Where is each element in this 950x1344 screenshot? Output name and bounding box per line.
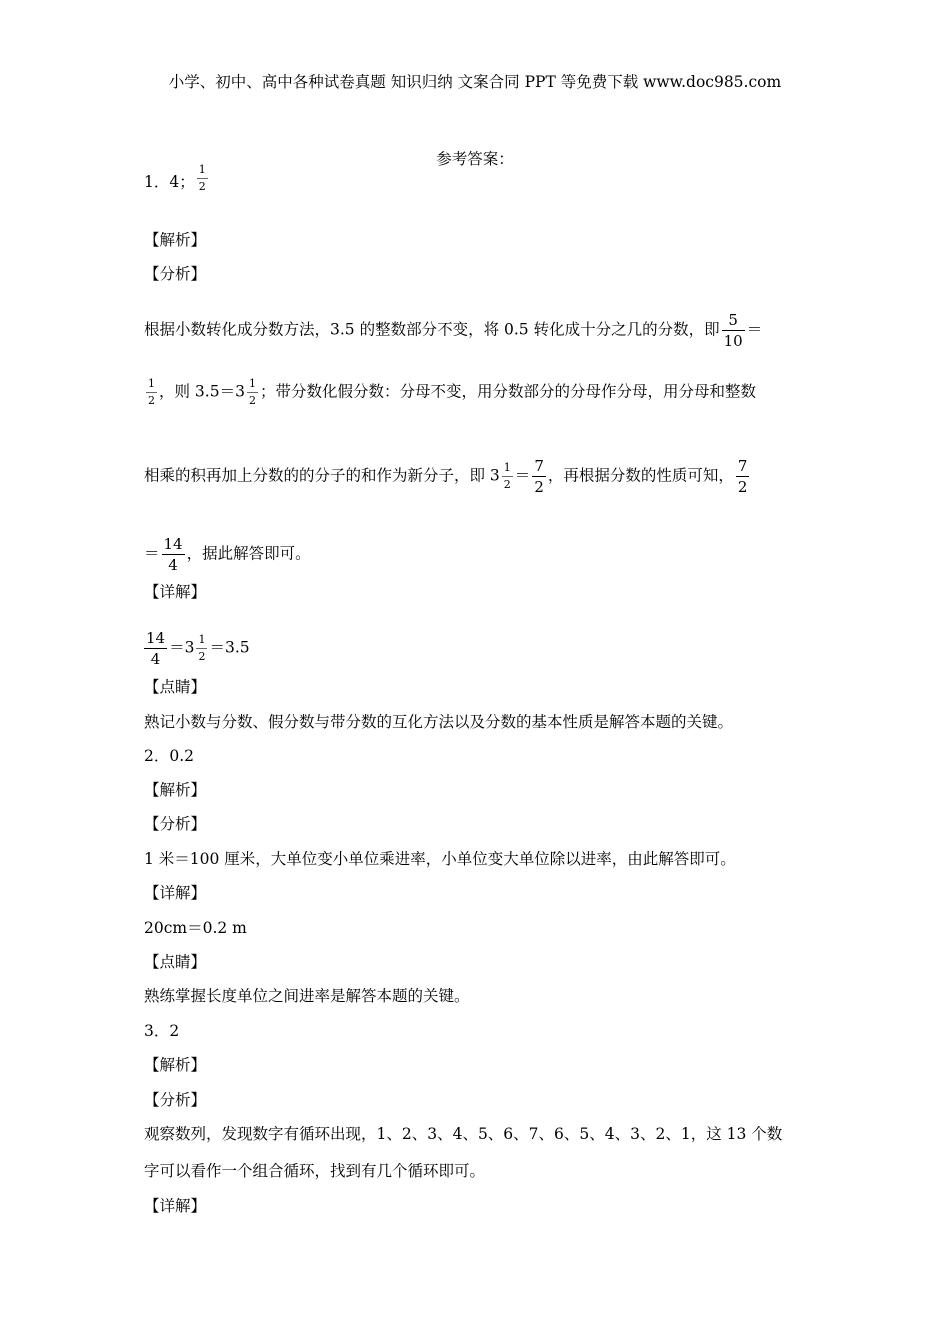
q1-analysis-line2: $\frac{1}{2}$ ，则 3.5＝3 $\frac{1}{2}$ ；带分数化假分数：分母不变，用分数部分的分母作分母，用分母和整数 bbox=[148, 377, 756, 407]
q1-answer bbox=[144, 163, 210, 193]
q1-analysis-line4: ＝ $\frac{14}{4}$ ，据此解答即可。 bbox=[144, 535, 311, 574]
fraction: $\frac{1}{2}$ bbox=[198, 633, 206, 663]
q1-analysis-line3: 相乘的积再加上分数的的分子的和作为新分子，即 3 $\frac{1}{2}$ ＝ $\frac{7}{2}$ ，再根据分数的性质可知， $\frac{7}{2}$ bbox=[144, 457, 748, 496]
q2-answer: 2．0.2 bbox=[144, 747, 195, 765]
page-title: 参考答案： bbox=[436, 150, 514, 168]
fraction: $\frac{7}{2}$ bbox=[737, 457, 748, 496]
fraction: $\frac{14}{4}$ bbox=[146, 629, 166, 668]
q1-key: 熟记小数与分数、假分数与带分数的互化方法以及分数的基本性质是解答本题的关键。 bbox=[144, 713, 734, 731]
q2-label-jiexi: 【解析】 bbox=[144, 781, 207, 799]
q2-key: 熟练掌握长度单位之间进率是解答本题的关键。 bbox=[144, 987, 470, 1005]
q1-label-dianjing: 【点睛】 bbox=[144, 678, 207, 696]
q2-analysis: 1 米＝100 厘米，大单位变小单位乘进率，小单位变大单位除以进率，由此解答即可。 bbox=[144, 850, 736, 868]
q2-label-xiangjie: 【详解】 bbox=[144, 884, 207, 902]
fraction: $\frac{5}{10}$ bbox=[723, 311, 743, 350]
q2-label-fenxi: 【分析】 bbox=[144, 815, 207, 833]
fraction: $\frac{7}{2}$ bbox=[534, 457, 544, 496]
page-header: 小学、初中、高中各种试卷真题 知识归纳 文案合同 PPT 等免费下载 www.doc985.com bbox=[168, 73, 782, 91]
q3-label-jiexi: 【解析】 bbox=[144, 1056, 207, 1074]
q1-analysis-line1: 根据小数转化成分数方法，3.5 的整数部分不变，将 0.5 转化成十分之几的分数，即 $\frac{5}{10}$ ＝ bbox=[144, 311, 763, 350]
fraction: $\frac{1}{2}$ bbox=[503, 461, 511, 491]
q1-answer-text: 1．4； bbox=[144, 173, 195, 191]
fraction: $\frac{14}{4}$ bbox=[163, 535, 183, 574]
q1-label-xiangjie: 【详解】 bbox=[144, 583, 207, 601]
q3-label-xiangjie: 【详解】 bbox=[144, 1197, 207, 1215]
q3-label-fenxi: 【分析】 bbox=[144, 1091, 207, 1109]
fraction: $\frac{1}{2}$ bbox=[248, 377, 256, 407]
q1-label-jiexi: 【解析】 bbox=[144, 231, 207, 249]
q3-answer: 3．2 bbox=[144, 1022, 180, 1040]
q1-detail: $\frac{14}{4}$ ＝3 $\frac{1}{2}$ ＝3.5 bbox=[146, 629, 250, 668]
q2-label-dianjing: 【点睛】 bbox=[144, 953, 207, 971]
q3-analysis-line2: 字可以看作一个组合循环，找到有几个循环即可。 bbox=[144, 1162, 486, 1180]
fraction: $\frac{1}{2}$ bbox=[148, 377, 155, 407]
q1-label-fenxi: 【分析】 bbox=[144, 265, 207, 283]
fraction: $\frac{1}{2}$ bbox=[198, 163, 206, 193]
q3-analysis-line1: 观察数列，发现数字有循环出现，1、2、3、4、5、6、7、6、5、4、3、2、1，这 13 个数 bbox=[144, 1125, 783, 1143]
q2-detail: 20cm＝0.2 m bbox=[144, 919, 247, 937]
